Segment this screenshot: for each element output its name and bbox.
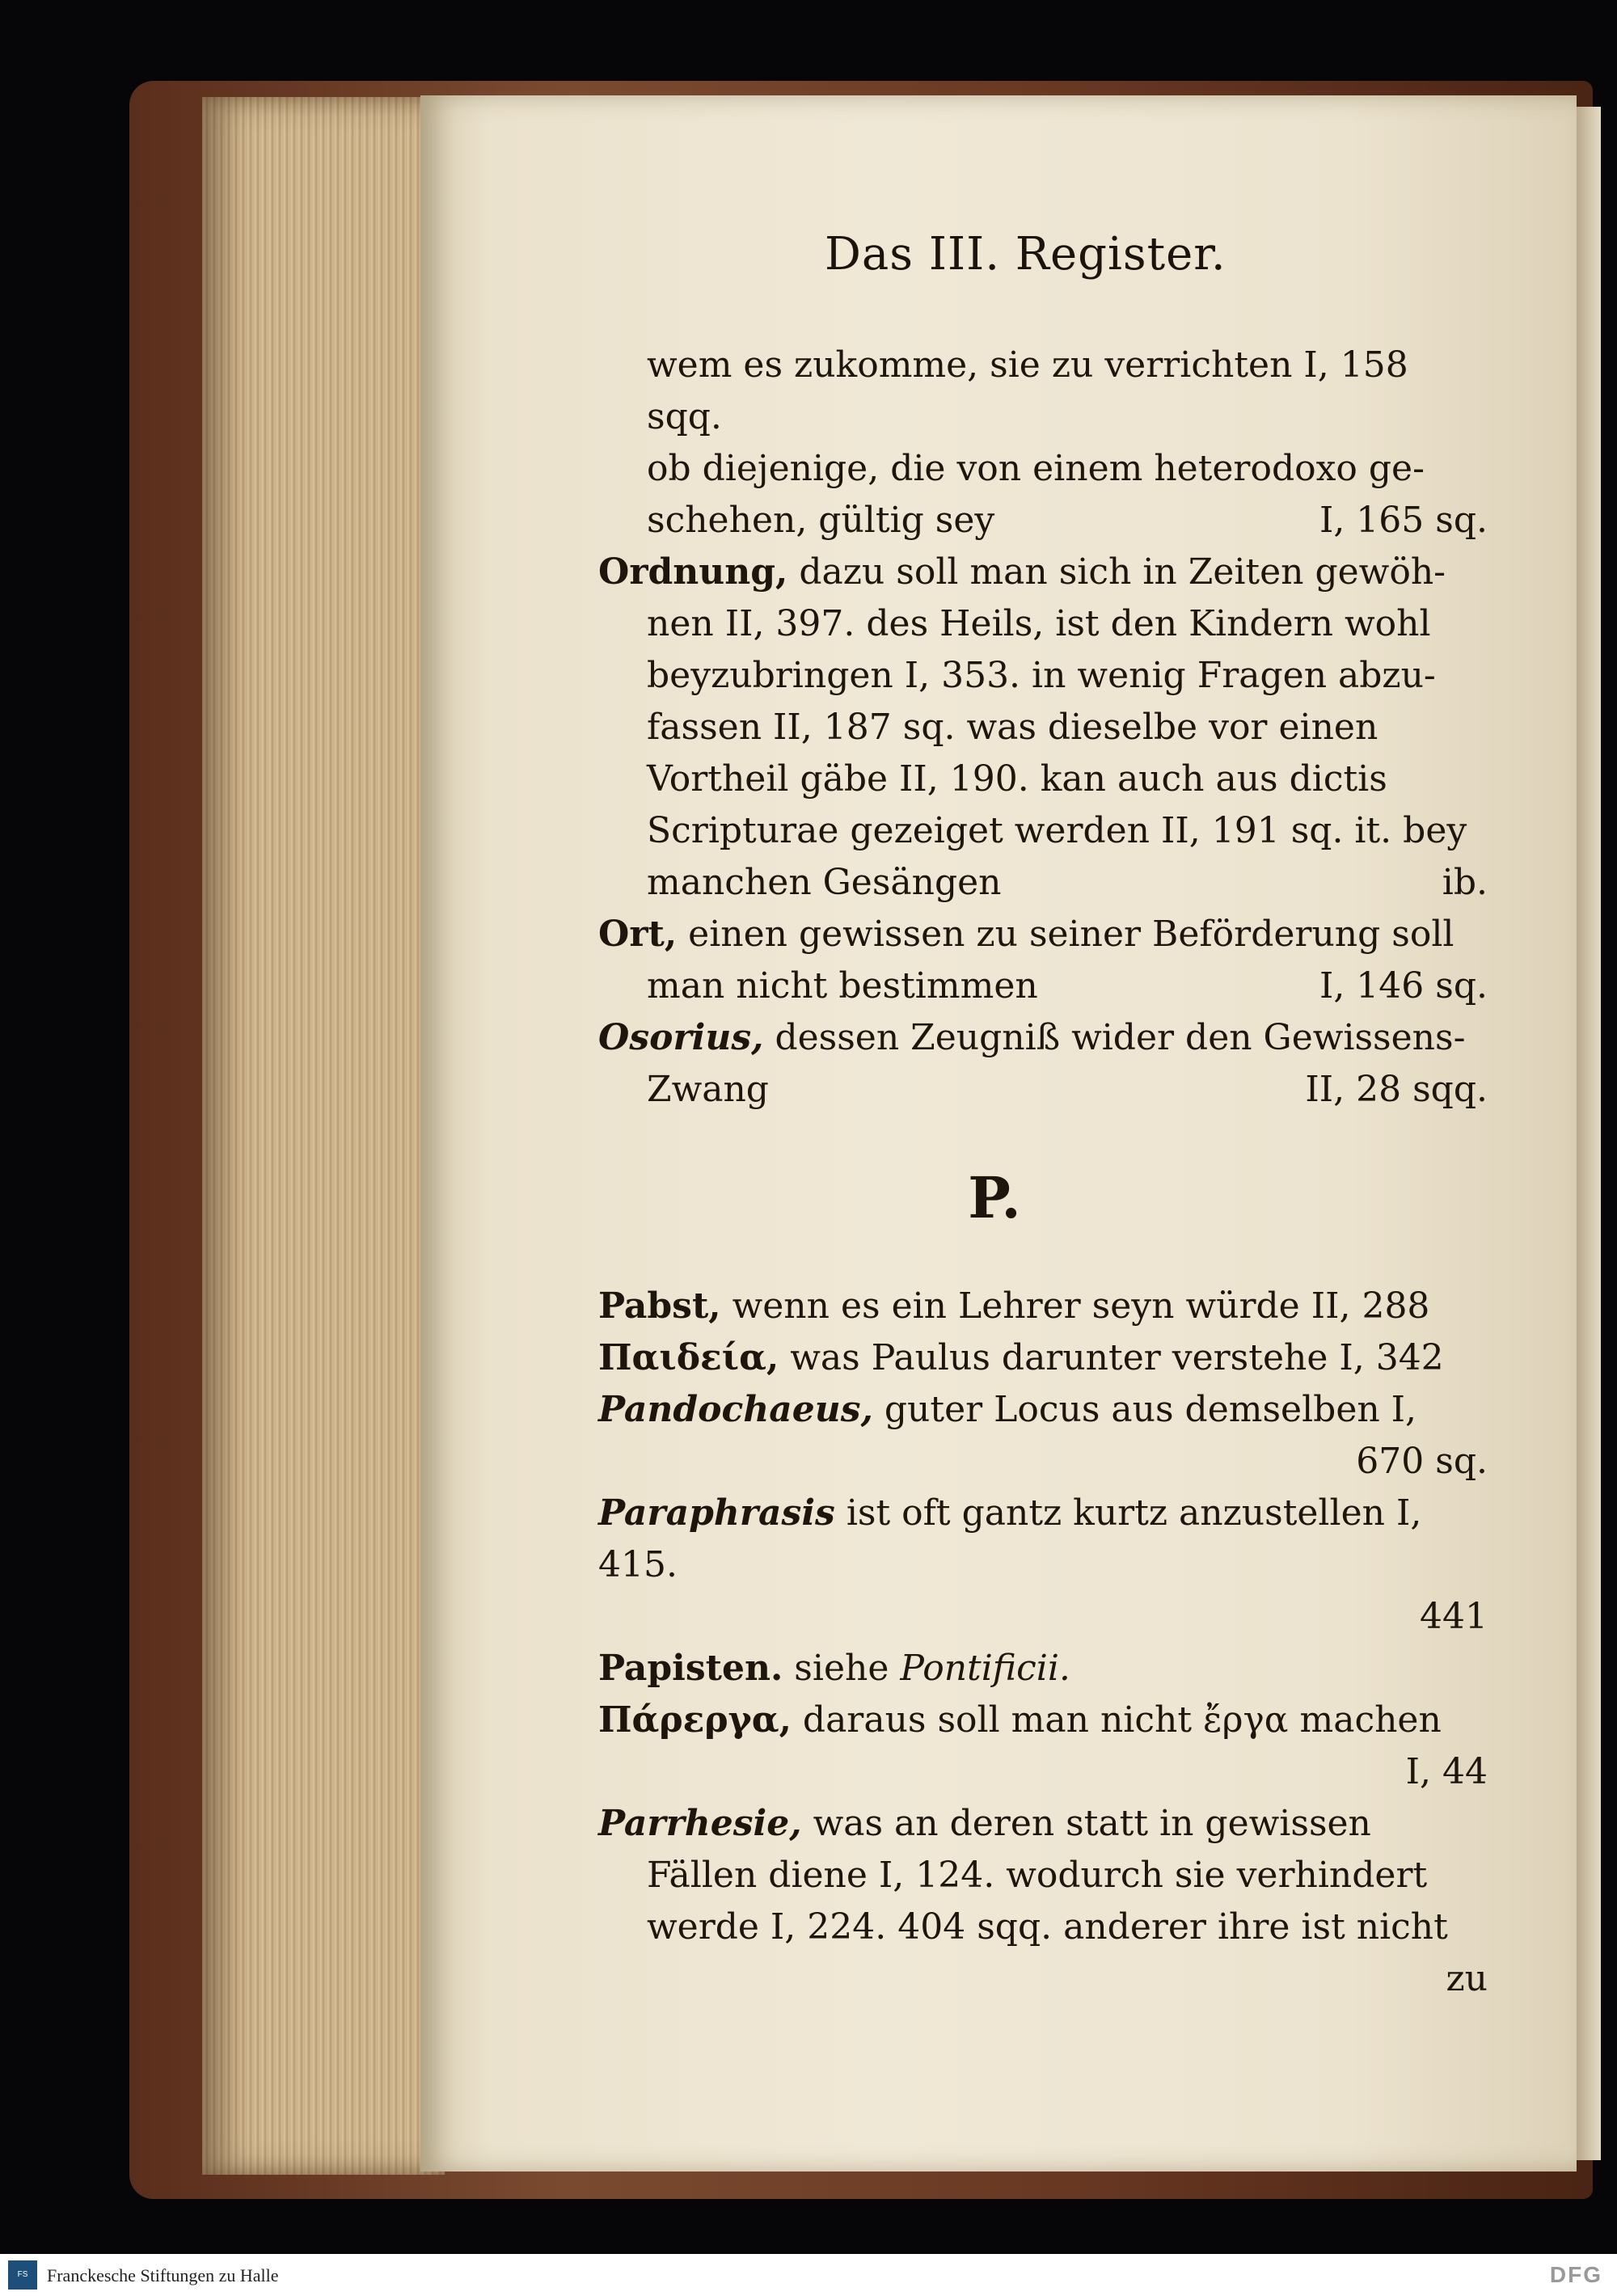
entry-ort [598,909,1488,960]
dfg-logo: DFG [1549,2262,1602,2287]
entry-osorius [598,1012,1488,1064]
entry-ref: I, 165 sq. [1319,500,1488,541]
entry-ref: I, 146 sq. [1319,965,1488,1007]
section-letter: P. [968,1164,1021,1231]
entry-paideia [598,1332,1488,1384]
facing-page-edge [1577,107,1601,2160]
lemma: Pabst, [598,1285,721,1327]
entry-text: was Paulus darunter verstehe I, 342 [790,1337,1444,1378]
entry-ref: ib. [1442,862,1488,903]
entry-parerga [598,1695,1488,1746]
entry-text: Zwang [647,1069,769,1110]
entry-text: einen gewissen zu seiner Beförderung soll [688,914,1454,955]
lemma: Παιδεία, [598,1337,779,1378]
entry-text: ist oft gantz kurtz anzustellen I, 415. [598,1492,1422,1585]
entry-papisten [598,1643,1488,1695]
entry-text: man nicht bestimmen [647,965,1038,1007]
entry-text: schehen, gültig sey [647,500,995,541]
entry-line: ob diejenige, die von einem heterodoxo ge- [647,448,1425,489]
lemma: Osorius, [598,1017,764,1058]
page-heading: Das III. Register. [825,228,1226,281]
entry-line: werde I, 224. 404 sqq. anderer ihre ist nicht [647,1906,1448,1948]
entry-text: dazu soll man sich in Zeiten gewöh- [799,551,1446,593]
entry-line: nen II, 397. des Heils, ist den Kindern wohl [647,603,1431,644]
lemma: Ort, [598,914,678,955]
entry-text: wenn es ein Lehrer seyn würde II, 288 [732,1285,1430,1327]
lemma: Paraphrasis [598,1492,835,1534]
entry-line: wem es zukomme, sie zu verrichten I, 158 sqq. [647,344,1408,437]
lemma: Πάρεργα, [598,1699,792,1741]
entry-text: was an deren statt in gewissen [813,1803,1371,1844]
entry-text: dessen Zeugniß wider den Gewissens- [775,1017,1466,1058]
entry-text: manchen Gesängen [647,862,1002,903]
entry-pabst [598,1281,1488,1332]
institution-logo: FS [8,2260,37,2290]
entry-paraphrasis [598,1488,1488,1591]
lemma: Pandochaeus, [598,1389,873,1430]
entry-continuation: 670 sq. [1356,1441,1488,1482]
entry-parrhesie [598,1798,1488,1850]
entry-line: beyzubringen I, 353. in wenig Fragen abzu- [647,655,1436,696]
entry-continuation: 441 [1420,1596,1488,1637]
entry-ref: II, 28 sqq. [1305,1069,1488,1110]
register-entries [598,340,1488,2005]
entry-text: guter Locus aus demselben I, [884,1389,1417,1430]
lemma: Ordnung, [598,551,788,593]
entry-line [598,960,1488,1012]
entry-line: Fällen diene I, 124. wodurch sie verhindert [647,1855,1428,1896]
entry-pandochaeus [598,1384,1488,1436]
entry-line [598,857,1488,909]
entry-continuation: I, 44 [1405,1751,1488,1792]
entry-line: Vortheil gäbe II, 190. kan auch aus dictis [647,758,1387,800]
entry-text: daraus soll man nicht ἔργα machen [802,1699,1442,1741]
entry-line [598,1064,1488,1116]
entry-line: Scripturae gezeiget werden II, 191 sq. it. bey [647,810,1467,851]
entry-line: fassen II, 187 sq. was dieselbe vor einen [647,707,1378,748]
cross-reference: Pontificii. [900,1648,1070,1689]
entry-line [598,495,1488,547]
catchword: zu [1446,1958,1488,1999]
lemma: Parrhesie, [598,1803,802,1844]
institution-name: Franckesche Stiftungen zu Halle [47,2265,279,2285]
book-page-edges [202,97,445,2175]
entry-ordnung [598,547,1488,598]
entry-text: siehe [794,1648,889,1689]
viewer-footer [0,2254,1617,2296]
lemma: Papisten. [598,1648,783,1689]
